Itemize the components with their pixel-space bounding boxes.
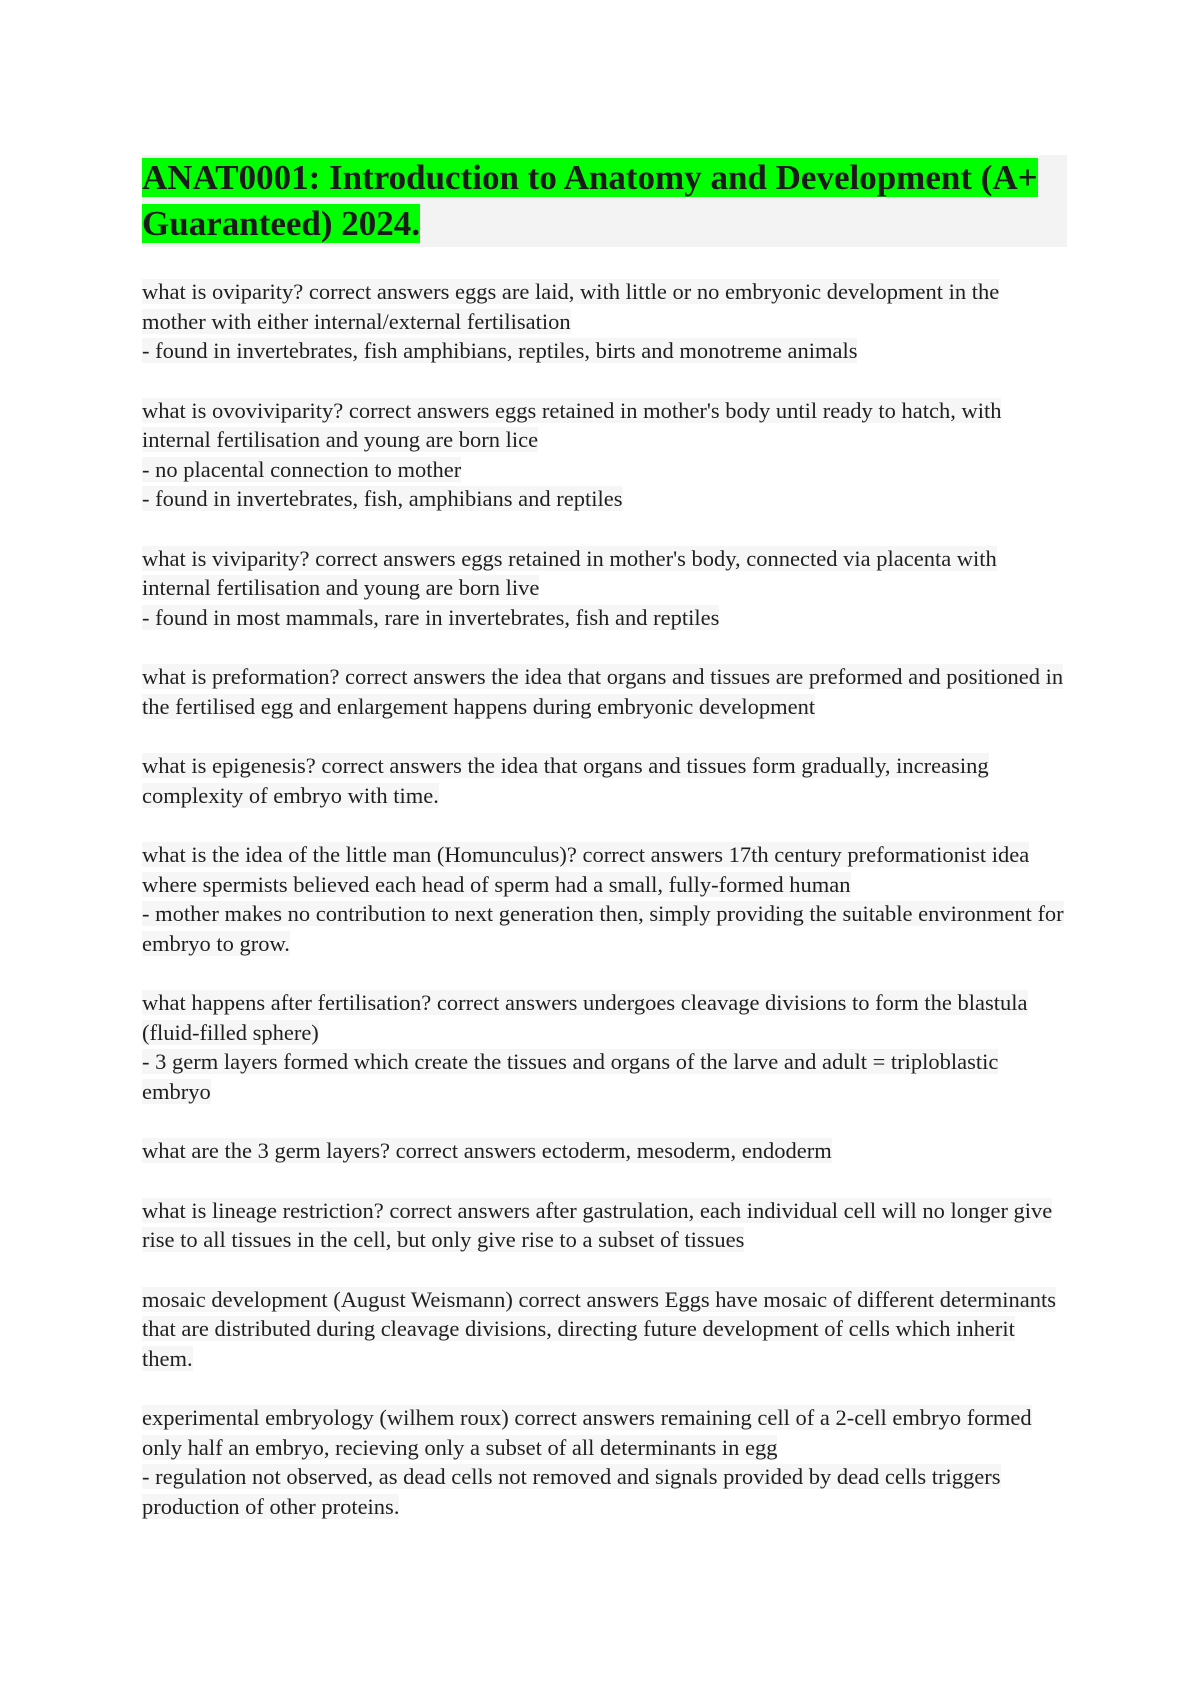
qa-entry-mosaic-development bbox=[142, 1285, 1067, 1374]
qa-text: - found in invertebrates, fish amphibians, reptiles, birts and monotreme animals bbox=[142, 338, 858, 363]
qa-line bbox=[142, 1047, 1067, 1106]
qa-text: what happens after fertilisation? correct answers undergoes cleavage divisions to form the blastula (fluid-filled sphere) bbox=[142, 990, 1028, 1045]
qa-entry-lineage-restriction bbox=[142, 1196, 1067, 1255]
qa-entry-oviparity bbox=[142, 277, 1067, 366]
qa-text: - mother makes no contribution to next generation then, simply providing the suitable environment for embryo to grow. bbox=[142, 901, 1064, 956]
qa-text: - 3 germ layers formed which create the tissues and organs of the larve and adult = triploblastic embryo bbox=[142, 1049, 999, 1104]
qa-text: what is epigenesis? correct answers the idea that organs and tissues form gradually, increasing complexity of embryo with time. bbox=[142, 753, 989, 808]
qa-line bbox=[142, 988, 1067, 1047]
qa-line bbox=[142, 277, 1067, 336]
qa-line bbox=[142, 1403, 1067, 1462]
qa-text: what are the 3 germ layers? correct answers ectoderm, mesoderm, endoderm bbox=[142, 1138, 832, 1163]
qa-text: - found in invertebrates, fish, amphibians and reptiles bbox=[142, 486, 623, 511]
qa-entry-experimental-embryology bbox=[142, 1403, 1067, 1521]
qa-entry-germ-layers bbox=[142, 1136, 1067, 1166]
qa-line bbox=[142, 899, 1067, 958]
qa-text: - regulation not observed, as dead cells not removed and signals provided by dead cells triggers production of other proteins. bbox=[142, 1464, 1001, 1519]
qa-line bbox=[142, 662, 1067, 721]
qa-line bbox=[142, 336, 1067, 366]
qa-line bbox=[142, 840, 1067, 899]
qa-line bbox=[142, 1136, 1067, 1166]
document-title-text: ANAT0001: Introduction to Anatomy and Development (A+ Guaranteed) 2024. bbox=[142, 158, 1038, 243]
qa-line bbox=[142, 1462, 1067, 1521]
qa-line bbox=[142, 1285, 1067, 1374]
qa-text: what is oviparity? correct answers eggs are laid, with little or no embryonic development in the mother with either internal/external fertilisation bbox=[142, 279, 1000, 334]
document-page bbox=[142, 155, 1067, 1551]
qa-entry-viviparity bbox=[142, 544, 1067, 633]
qa-text: what is lineage restriction? correct answers after gastrulation, each individual cell will no longer give rise to all tissues in the cell, but only give rise to a subset of tissues bbox=[142, 1197, 1053, 1252]
qa-text: experimental embryology (wilhem roux) correct answers remaining cell of a 2-cell embryo formed only half an embryo, recieving only a subset of all determinants in egg bbox=[142, 1405, 1032, 1460]
document-title bbox=[142, 155, 1067, 247]
qa-text: what is ovoviviparity? correct answers eggs retained in mother's body until ready to hatch, with internal fertilisation and young are born lice bbox=[142, 397, 1002, 452]
qa-entry-homunculus bbox=[142, 840, 1067, 958]
qa-text: what is viviparity? correct answers eggs retained in mother's body, connected via placenta with internal fertilisation and young are born live bbox=[142, 545, 997, 600]
title-block bbox=[142, 155, 1067, 247]
qa-text: mosaic development (August Weismann) correct answers Eggs have mosaic of different determinants that are distributed during cleavage divisions, directing future development of cells which inherit them. bbox=[142, 1286, 1056, 1371]
qa-entry-after-fertilisation bbox=[142, 988, 1067, 1106]
qa-line bbox=[142, 751, 1067, 810]
qa-line bbox=[142, 603, 1067, 633]
qa-text: - no placental connection to mother bbox=[142, 456, 462, 482]
qa-text: - found in most mammals, rare in invertebrates, fish and reptiles bbox=[142, 604, 720, 630]
qa-line bbox=[142, 396, 1067, 455]
qa-line bbox=[142, 1196, 1067, 1255]
qa-line bbox=[142, 544, 1067, 603]
qa-entry-epigenesis bbox=[142, 751, 1067, 810]
qa-line bbox=[142, 484, 1067, 514]
qa-entry-preformation bbox=[142, 662, 1067, 721]
qa-text: what is preformation? correct answers the idea that organs and tissues are preformed and positioned in the fertilised egg and enlargement happens during embryonic development bbox=[142, 664, 1064, 719]
qa-entry-ovoviviparity bbox=[142, 396, 1067, 514]
qa-line bbox=[142, 455, 1067, 485]
qa-text: what is the idea of the little man (Homunculus)? correct answers 17th century preformationist idea where spermists believed each head of sperm had a small, fully-formed human bbox=[142, 842, 1030, 897]
